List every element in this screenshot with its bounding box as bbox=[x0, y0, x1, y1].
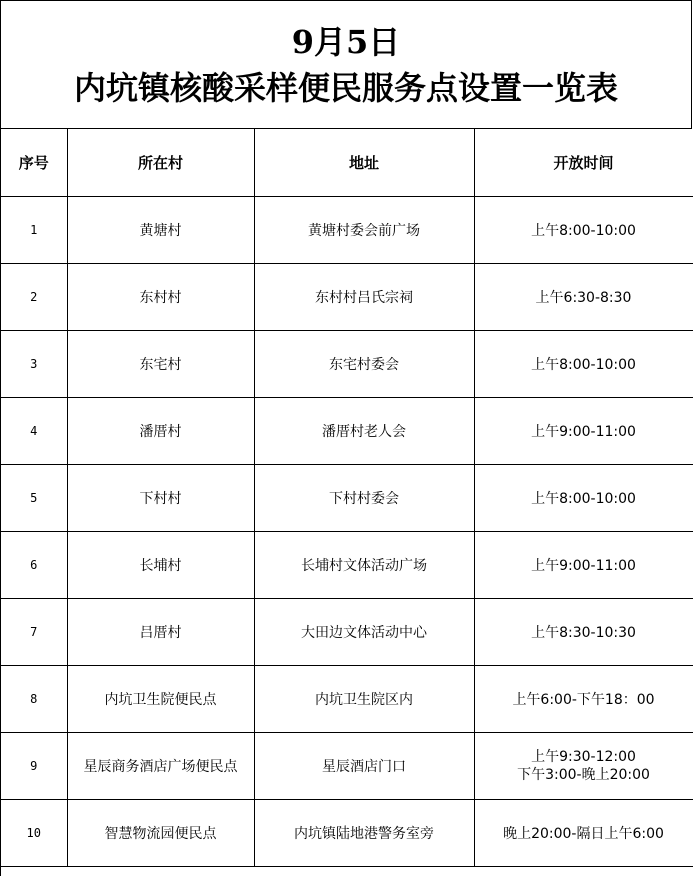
cell-hours: 上午8:00-10:00 bbox=[474, 464, 693, 531]
title-main: 内坑镇核酸采样便民服务点设置一览表 bbox=[73, 68, 618, 107]
table-row bbox=[1, 330, 693, 397]
cell-address: 黄塘村委会前广场 bbox=[254, 196, 474, 263]
header-index: 序号 bbox=[1, 129, 67, 196]
title-date: 9月5日 bbox=[291, 22, 401, 61]
cell-index: 3 bbox=[1, 330, 67, 397]
cell-index: 8 bbox=[1, 665, 67, 732]
cell-hours: 上午8:00-10:00 bbox=[474, 196, 693, 263]
cell-address: 下村村委会 bbox=[254, 464, 474, 531]
cell-village: 潘厝村 bbox=[67, 397, 254, 464]
cell-address: 潘厝村老人会 bbox=[254, 397, 474, 464]
cell-index: 2 bbox=[1, 263, 67, 330]
table-row bbox=[1, 732, 693, 799]
table-row bbox=[1, 665, 693, 732]
hours-line-1: 上午9:30-12:00 bbox=[531, 748, 636, 765]
cell-village: 内坑卫生院便民点 bbox=[67, 665, 254, 732]
cell-index: 1 bbox=[1, 196, 67, 263]
table-row bbox=[1, 598, 693, 665]
cell-address: 内坑卫生院区内 bbox=[254, 665, 474, 732]
cell-village: 智慧物流园便民点 bbox=[67, 799, 254, 866]
cell-address: 长埔村文体活动广场 bbox=[254, 531, 474, 598]
cell-hours: 上午9:00-11:00 bbox=[474, 531, 693, 598]
table-row bbox=[1, 263, 693, 330]
cell-village: 星辰商务酒店广场便民点 bbox=[67, 732, 254, 799]
title-block bbox=[1, 1, 692, 129]
table-row bbox=[1, 531, 693, 598]
cell-village: 东宅村 bbox=[67, 330, 254, 397]
cell-index: 5 bbox=[1, 464, 67, 531]
header-row bbox=[1, 129, 693, 196]
cell-address: 内坑镇陆地港警务室旁 bbox=[254, 799, 474, 866]
table-row bbox=[1, 799, 693, 866]
cell-hours bbox=[474, 732, 693, 799]
table-row bbox=[1, 464, 693, 531]
cell-village: 吕厝村 bbox=[67, 598, 254, 665]
cell-hours: 上午9:00-11:00 bbox=[474, 397, 693, 464]
cell-village: 东村村 bbox=[67, 263, 254, 330]
cell-village: 黄塘村 bbox=[67, 196, 254, 263]
hours-line-2: 下午3:00-晚上20:00 bbox=[517, 766, 650, 783]
cell-village: 下村村 bbox=[67, 464, 254, 531]
cell-hours: 晚上20:00-隔日上午6:00 bbox=[474, 799, 693, 866]
cell-hours: 上午8:30-10:30 bbox=[474, 598, 693, 665]
cell-address: 东宅村委会 bbox=[254, 330, 474, 397]
cell-hours: 上午6:00-下午18：00 bbox=[474, 665, 693, 732]
cell-hours: 上午8:00-10:00 bbox=[474, 330, 693, 397]
cell-address: 星辰酒店门口 bbox=[254, 732, 474, 799]
cell-index: 4 bbox=[1, 397, 67, 464]
cell-index: 6 bbox=[1, 531, 67, 598]
header-village: 所在村 bbox=[67, 129, 254, 196]
header-address: 地址 bbox=[254, 129, 474, 196]
table-row bbox=[1, 196, 693, 263]
cell-index: 9 bbox=[1, 732, 67, 799]
cell-village: 长埔村 bbox=[67, 531, 254, 598]
cell-hours: 上午6:30-8:30 bbox=[474, 263, 693, 330]
cell-address: 东村村吕氏宗祠 bbox=[254, 263, 474, 330]
header-hours: 开放时间 bbox=[474, 129, 693, 196]
cell-index: 7 bbox=[1, 598, 67, 665]
cell-index: 10 bbox=[1, 799, 67, 866]
cell-address: 大田边文体活动中心 bbox=[254, 598, 474, 665]
table-row bbox=[1, 397, 693, 464]
sampling-points-table bbox=[1, 129, 693, 867]
